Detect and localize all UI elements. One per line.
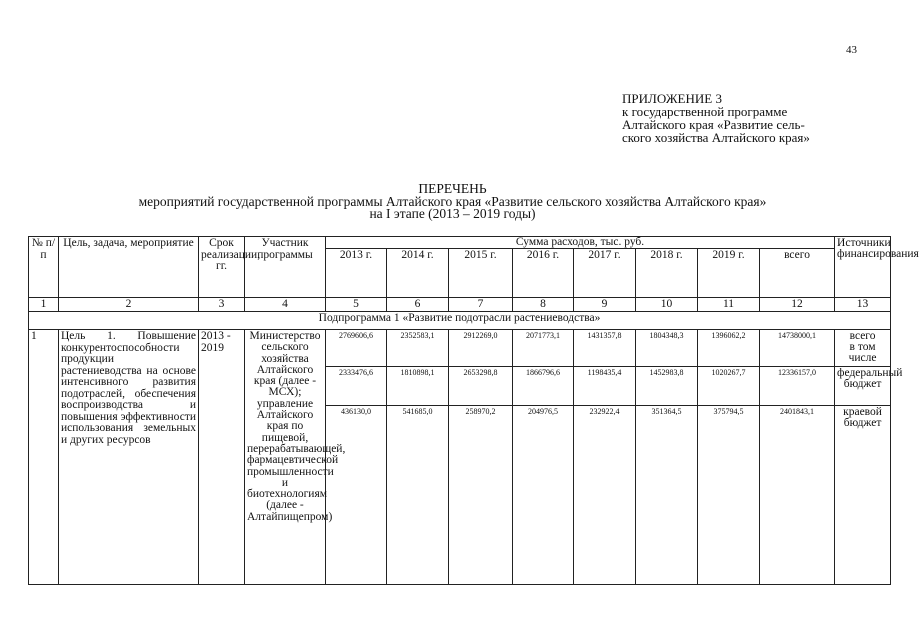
amount-cell: 436130,0 — [326, 406, 387, 585]
column-number: 12 — [760, 298, 835, 312]
amount-cell: 375794,5 — [698, 406, 760, 585]
document-title — [0, 183, 905, 221]
amount-cell: 1396062,2 — [698, 330, 760, 367]
column-number: 2 — [59, 298, 199, 312]
amount-cell: 2352583,1 — [387, 330, 449, 367]
header-goal: Цель, задача, мероприятие — [59, 237, 199, 298]
source-including: в том числе — [848, 341, 877, 364]
header-source: Источники финансирования — [835, 237, 891, 298]
row-number: 1 — [29, 330, 59, 585]
column-numbers-row — [29, 298, 891, 312]
amount-cell: 541685,0 — [387, 406, 449, 585]
column-number: 9 — [574, 298, 636, 312]
column-number: 6 — [387, 298, 449, 312]
amount-cell: 351364,5 — [636, 406, 698, 585]
title-line-1: ПЕРЕЧЕНЬ — [418, 181, 487, 196]
appendix-line-4: ского хозяйства Алтайского края» — [622, 130, 810, 145]
header-participant: Участник программы — [245, 237, 326, 298]
amount-cell: 2401843,1 — [760, 406, 835, 585]
column-number: 8 — [513, 298, 574, 312]
subprogram-title: Подпрограмма 1 «Развитие подотрасли растениеводства» — [29, 312, 891, 330]
column-number: 11 — [698, 298, 760, 312]
amount-cell: 1810898,1 — [387, 367, 449, 406]
amount-cell: 12336157,0 — [760, 367, 835, 406]
header-year: 2018 г. — [636, 249, 698, 298]
amount-cell: 258970,2 — [449, 406, 513, 585]
header-sum-group: Сумма расходов, тыс. руб. — [326, 237, 835, 249]
appendix-line-1: ПРИЛОЖЕНИЕ 3 — [622, 91, 722, 106]
activities-table — [28, 236, 919, 585]
row-term: 2013 - 2019 — [199, 330, 245, 585]
header-year: 2014 г. — [387, 249, 449, 298]
amount-cell: 2333476,6 — [326, 367, 387, 406]
table-row — [29, 330, 891, 367]
header-total: всего — [760, 249, 835, 298]
column-number: 3 — [199, 298, 245, 312]
appendix-line-2: к государственной программе — [622, 104, 788, 119]
column-number: 7 — [449, 298, 513, 312]
amount-cell: 232922,4 — [574, 406, 636, 585]
appendix-note — [622, 92, 810, 144]
subprogram-row — [29, 312, 891, 330]
amount-cell: 204976,5 — [513, 406, 574, 585]
header-year: 2013 г. — [326, 249, 387, 298]
amount-cell: 1020267,7 — [698, 367, 760, 406]
header-year: 2017 г. — [574, 249, 636, 298]
amount-cell: 2912269,0 — [449, 330, 513, 367]
header-row-1 — [29, 237, 891, 249]
amount-cell: 2653298,8 — [449, 367, 513, 406]
header-year: 2016 г. — [513, 249, 574, 298]
amount-cell: 2071773,1 — [513, 330, 574, 367]
row-participant: Министерство сельского хозяйства Алтайского края (далее - МСХ); управление Алтайского края по пищевой, перерабатывающей, фармацевтической промышленности и биотехнологиям (далее - Алтайпищепром) — [245, 330, 326, 585]
column-number: 5 — [326, 298, 387, 312]
header-year: 2019 г. — [698, 249, 760, 298]
amount-cell: 1866796,6 — [513, 367, 574, 406]
amount-cell: 1804348,3 — [636, 330, 698, 367]
column-number: 13 — [835, 298, 891, 312]
source-cell — [835, 330, 891, 367]
header-term: Срок реализации, гг. — [199, 237, 245, 298]
amount-cell: 1431357,8 — [574, 330, 636, 367]
column-number: 10 — [636, 298, 698, 312]
header-num: № п/п — [29, 237, 59, 298]
source-regional: краевой бюджет — [835, 406, 891, 585]
page-number: 43 — [846, 44, 857, 56]
header-year: 2015 г. — [449, 249, 513, 298]
column-number: 4 — [245, 298, 326, 312]
column-number: 1 — [29, 298, 59, 312]
amount-cell: 1198435,4 — [574, 367, 636, 406]
appendix-line-3: Алтайского края «Развитие сель- — [622, 117, 805, 132]
title-line-2: мероприятий государственной программы Алтайского края «Развитие сельского хозяйства Алтайского края» — [138, 193, 767, 209]
source-federal: федеральный бюджет — [835, 367, 891, 406]
title-line-3: на I этапе (2013 – 2019 годы) — [369, 206, 536, 221]
amount-cell: 14738000,1 — [760, 330, 835, 367]
row-goal: Цель 1. Повышение конкурентоспособности продукции растениеводства на основе интенсивного развития подотраслей, обеспечения воспроизводства и повышения эффективности использования земельных и других ресурсов — [59, 330, 199, 585]
amount-cell: 2769606,6 — [326, 330, 387, 367]
amount-cell: 1452983,8 — [636, 367, 698, 406]
source-total: всего — [849, 330, 876, 342]
